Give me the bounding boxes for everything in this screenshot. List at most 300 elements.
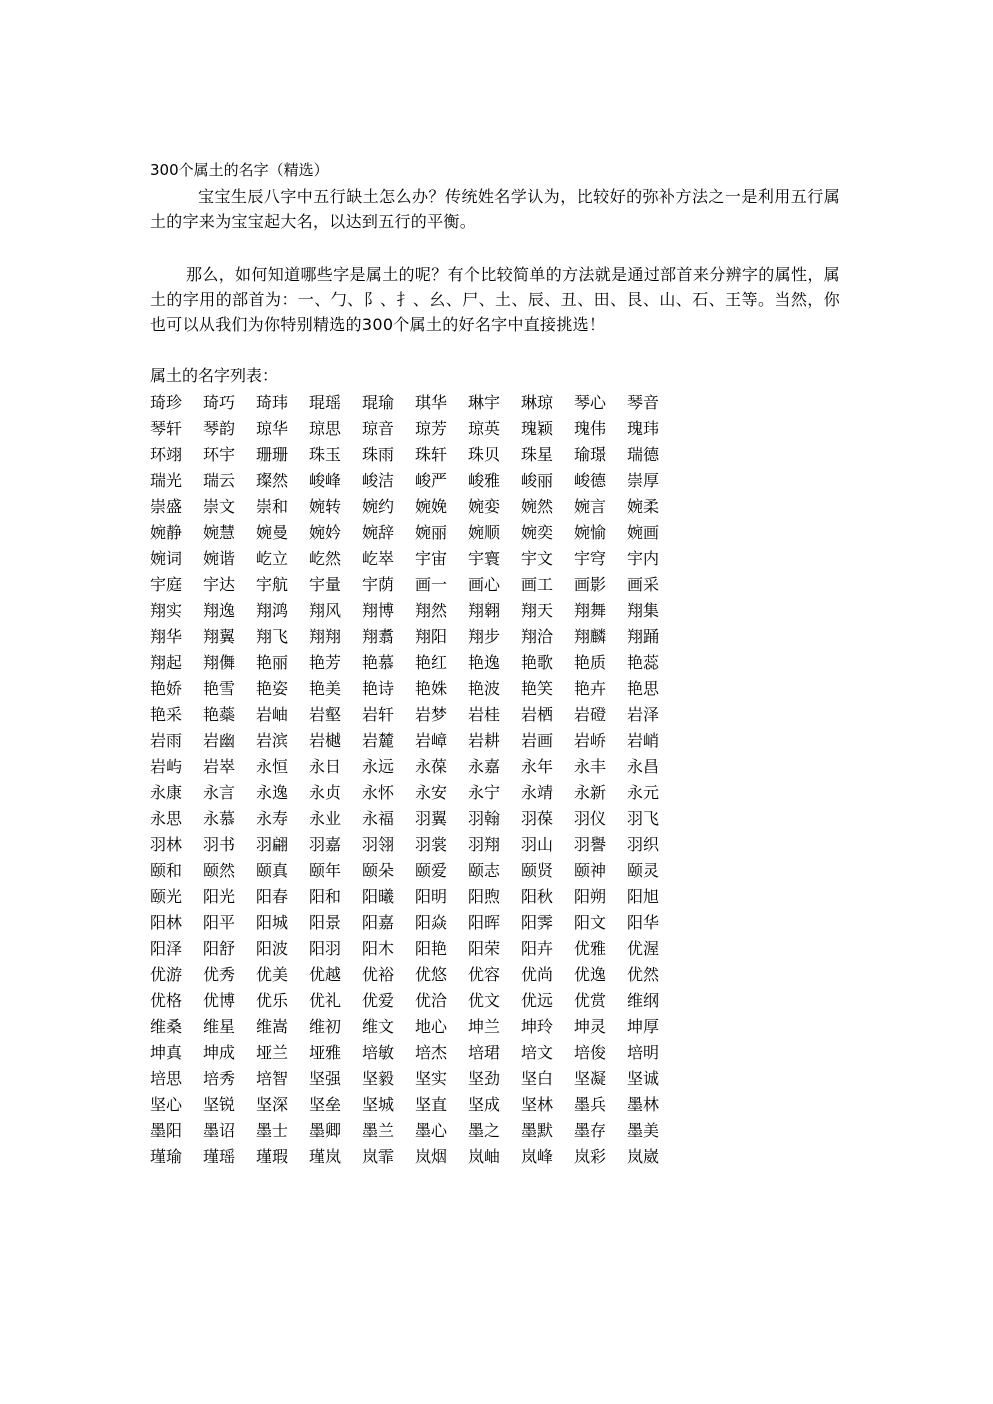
name-item: 婉曼 xyxy=(256,523,289,542)
name-item: 翔翥 xyxy=(362,627,395,646)
name-item: 阳平 xyxy=(203,913,236,932)
name-item: 宇内 xyxy=(627,549,660,568)
name-item: 坚白 xyxy=(521,1069,554,1088)
intro-paragraph: 宝宝生辰八字中五行缺土怎么办？传统姓名学认为，比较好的弥补方法之一是利用五行属土的字来为宝宝起大名，以达到五行的平衡。 xyxy=(150,187,840,231)
names-row xyxy=(150,962,690,988)
name-item: 峻丽 xyxy=(521,471,554,490)
name-item: 婉妗 xyxy=(309,523,342,542)
name-item: 琳宇 xyxy=(468,393,501,412)
name-item: 永思 xyxy=(150,809,183,828)
name-item: 优礼 xyxy=(309,991,342,1010)
name-item: 屹立 xyxy=(256,549,289,568)
name-item: 永逸 xyxy=(256,783,289,802)
name-item: 艳红 xyxy=(415,653,448,672)
name-item: 坤真 xyxy=(150,1043,183,1062)
name-item: 艳姿 xyxy=(256,679,289,698)
name-item: 维桑 xyxy=(150,1017,183,1036)
name-item: 垭兰 xyxy=(256,1043,289,1062)
name-item: 岩樾 xyxy=(309,731,342,750)
name-item: 阳秋 xyxy=(521,887,554,906)
name-item: 颐真 xyxy=(256,861,289,880)
name-item: 阳霁 xyxy=(521,913,554,932)
name-item: 画工 xyxy=(521,575,554,594)
name-item: 优悠 xyxy=(415,965,448,984)
name-item: 岚霏 xyxy=(362,1147,395,1166)
name-item: 宇文 xyxy=(521,549,554,568)
names-row xyxy=(150,832,690,858)
name-item: 阳荣 xyxy=(468,939,501,958)
name-item: 颐和 xyxy=(150,861,183,880)
name-item: 翔华 xyxy=(150,627,183,646)
name-item: 坚城 xyxy=(362,1095,395,1114)
name-item: 坚心 xyxy=(150,1095,183,1114)
name-item: 艳慕 xyxy=(362,653,395,672)
name-item: 培文 xyxy=(521,1043,554,1062)
name-item: 阳舒 xyxy=(203,939,236,958)
name-item: 羽仪 xyxy=(574,809,607,828)
name-item: 翔洽 xyxy=(521,627,554,646)
names-row xyxy=(150,1118,690,1144)
name-item: 永寿 xyxy=(256,809,289,828)
name-item: 琦玮 xyxy=(256,393,289,412)
name-item: 羽葆 xyxy=(521,809,554,828)
name-item: 屹然 xyxy=(309,549,342,568)
names-row xyxy=(150,1040,690,1066)
name-item: 永嘉 xyxy=(468,757,501,776)
name-item: 羽翰 xyxy=(468,809,501,828)
name-item: 岩轩 xyxy=(362,705,395,724)
name-item: 环宇 xyxy=(203,445,236,464)
name-item: 画一 xyxy=(415,575,448,594)
name-item: 琳琼 xyxy=(521,393,554,412)
name-item: 阳春 xyxy=(256,887,289,906)
name-item: 永年 xyxy=(521,757,554,776)
name-item: 婉然 xyxy=(521,497,554,516)
name-item: 琨瑜 xyxy=(362,393,395,412)
names-row xyxy=(150,650,690,676)
name-item: 崇盛 xyxy=(150,497,183,516)
name-item: 坤成 xyxy=(203,1043,236,1062)
names-row xyxy=(150,546,690,572)
name-item: 羽翔 xyxy=(468,835,501,854)
name-item: 岩磴 xyxy=(574,705,607,724)
name-item: 优越 xyxy=(309,965,342,984)
name-item: 婉娈 xyxy=(468,497,501,516)
name-item: 岩画 xyxy=(521,731,554,750)
name-item: 婉愉 xyxy=(574,523,607,542)
names-row xyxy=(150,1144,690,1170)
name-item: 翔逸 xyxy=(203,601,236,620)
name-item: 永康 xyxy=(150,783,183,802)
name-item: 维初 xyxy=(309,1017,342,1036)
name-item: 琼英 xyxy=(468,419,501,438)
name-item: 永慕 xyxy=(203,809,236,828)
names-row xyxy=(150,520,690,546)
name-item: 艳逸 xyxy=(468,653,501,672)
name-item: 优然 xyxy=(627,965,660,984)
name-item: 优博 xyxy=(203,991,236,1010)
name-item: 艳雪 xyxy=(203,679,236,698)
name-item: 艳卉 xyxy=(574,679,607,698)
name-item: 婉柔 xyxy=(627,497,660,516)
name-item: 培明 xyxy=(627,1043,660,1062)
name-item: 珠雨 xyxy=(362,445,395,464)
name-item: 琦巧 xyxy=(203,393,236,412)
name-item: 永业 xyxy=(309,809,342,828)
names-row xyxy=(150,676,690,702)
name-item: 画影 xyxy=(574,575,607,594)
name-item: 宇量 xyxy=(309,575,342,594)
name-item: 翔翱 xyxy=(468,601,501,620)
name-item: 翔然 xyxy=(415,601,448,620)
name-item: 羽翎 xyxy=(362,835,395,854)
name-item: 峻德 xyxy=(574,471,607,490)
name-item: 羽嘉 xyxy=(309,835,342,854)
name-item: 墨士 xyxy=(256,1121,289,1140)
name-item: 坚锐 xyxy=(203,1095,236,1114)
name-item: 永新 xyxy=(574,783,607,802)
names-row xyxy=(150,598,690,624)
name-item: 艳质 xyxy=(574,653,607,672)
name-item: 培珺 xyxy=(468,1043,501,1062)
name-item: 羽譽 xyxy=(574,835,607,854)
name-item: 培敏 xyxy=(362,1043,395,1062)
name-item: 琨瑶 xyxy=(309,393,342,412)
name-item: 岩桂 xyxy=(468,705,501,724)
name-item: 环翊 xyxy=(150,445,183,464)
name-item: 维文 xyxy=(362,1017,395,1036)
name-item: 翔风 xyxy=(309,601,342,620)
name-item: 岩壑 xyxy=(309,705,342,724)
name-item: 优逸 xyxy=(574,965,607,984)
name-item: 坚直 xyxy=(415,1095,448,1114)
name-item: 翔阳 xyxy=(415,627,448,646)
name-item: 墨阳 xyxy=(150,1121,183,1140)
name-item: 羽山 xyxy=(521,835,554,854)
name-item: 阳和 xyxy=(309,887,342,906)
name-item: 阳光 xyxy=(203,887,236,906)
name-item: 翔集 xyxy=(627,601,660,620)
name-item: 画采 xyxy=(627,575,660,594)
name-item: 翔踊 xyxy=(627,627,660,646)
names-list-title: 属土的名字列表： xyxy=(150,366,279,385)
names-row xyxy=(150,572,690,598)
name-item: 琼音 xyxy=(362,419,395,438)
name-item: 瑾岚 xyxy=(309,1147,342,1166)
name-item: 岩峭 xyxy=(627,731,660,750)
name-item: 优容 xyxy=(468,965,501,984)
name-item: 瑞德 xyxy=(627,445,660,464)
name-item: 婉词 xyxy=(150,549,183,568)
name-item: 琦珍 xyxy=(150,393,183,412)
name-item: 岚岫 xyxy=(468,1147,501,1166)
name-item: 阳景 xyxy=(309,913,342,932)
name-item: 坚毅 xyxy=(362,1069,395,1088)
names-row xyxy=(150,1014,690,1040)
name-item: 婉画 xyxy=(627,523,660,542)
name-item: 翔博 xyxy=(362,601,395,620)
name-item: 阳艳 xyxy=(415,939,448,958)
names-row xyxy=(150,884,690,910)
name-item: 羽翼 xyxy=(415,809,448,828)
name-item: 墨卿 xyxy=(309,1121,342,1140)
names-row xyxy=(150,754,690,780)
name-item: 阳文 xyxy=(574,913,607,932)
name-item: 墨林 xyxy=(627,1095,660,1114)
name-item: 婉慧 xyxy=(203,523,236,542)
name-item: 优裕 xyxy=(362,965,395,984)
name-item: 优秀 xyxy=(203,965,236,984)
name-item: 琼华 xyxy=(256,419,289,438)
name-item: 阳曦 xyxy=(362,887,395,906)
name-item: 峻峰 xyxy=(309,471,342,490)
names-row xyxy=(150,494,690,520)
name-item: 坚强 xyxy=(309,1069,342,1088)
name-item: 琴韵 xyxy=(203,419,236,438)
name-item: 阳朔 xyxy=(574,887,607,906)
name-item: 艳歌 xyxy=(521,653,554,672)
name-item: 婉言 xyxy=(574,497,607,516)
names-row xyxy=(150,442,690,468)
name-item: 翔天 xyxy=(521,601,554,620)
name-item: 岚崴 xyxy=(627,1147,660,1166)
names-row xyxy=(150,1092,690,1118)
name-item: 岚彩 xyxy=(574,1147,607,1166)
name-item: 优洽 xyxy=(415,991,448,1010)
name-item: 翔麟 xyxy=(574,627,607,646)
name-item: 优文 xyxy=(468,991,501,1010)
name-item: 艳采 xyxy=(150,705,183,724)
name-item: 婉谐 xyxy=(203,549,236,568)
name-item: 垭雅 xyxy=(309,1043,342,1062)
name-item: 婉娩 xyxy=(415,497,448,516)
name-item: 优远 xyxy=(521,991,554,1010)
name-item: 崇厚 xyxy=(627,471,660,490)
name-item: 墨诏 xyxy=(203,1121,236,1140)
name-item: 艳蕊 xyxy=(627,653,660,672)
name-item: 墨存 xyxy=(574,1121,607,1140)
name-item: 宇航 xyxy=(256,575,289,594)
name-item: 阳泽 xyxy=(150,939,183,958)
name-item: 颐爱 xyxy=(415,861,448,880)
name-item: 岩耕 xyxy=(468,731,501,750)
name-item: 艳蘂 xyxy=(203,705,236,724)
name-item: 阳城 xyxy=(256,913,289,932)
names-row xyxy=(150,780,690,806)
name-item: 维纲 xyxy=(627,991,660,1010)
name-item: 阳晖 xyxy=(468,913,501,932)
name-item: 优格 xyxy=(150,991,183,1010)
name-item: 羽裳 xyxy=(415,835,448,854)
name-item: 坚深 xyxy=(256,1095,289,1114)
name-item: 阳林 xyxy=(150,913,183,932)
name-item: 阳旭 xyxy=(627,887,660,906)
name-item: 阳煦 xyxy=(468,887,501,906)
name-item: 岩麓 xyxy=(362,731,395,750)
name-item: 峻洁 xyxy=(362,471,395,490)
name-item: 坤兰 xyxy=(468,1017,501,1036)
name-item: 艳丽 xyxy=(256,653,289,672)
name-item: 岩屿 xyxy=(150,757,183,776)
name-item: 墨美 xyxy=(627,1121,660,1140)
name-item: 翔舞 xyxy=(574,601,607,620)
names-row xyxy=(150,806,690,832)
name-item: 永靖 xyxy=(521,783,554,802)
name-item: 岩滨 xyxy=(256,731,289,750)
name-item: 坚劲 xyxy=(468,1069,501,1088)
name-item: 培秀 xyxy=(203,1069,236,1088)
name-item: 坤灵 xyxy=(574,1017,607,1036)
name-item: 颐朵 xyxy=(362,861,395,880)
name-item: 坚实 xyxy=(415,1069,448,1088)
names-row xyxy=(150,988,690,1014)
name-item: 婉丽 xyxy=(415,523,448,542)
name-item: 瑞光 xyxy=(150,471,183,490)
name-item: 颐光 xyxy=(150,887,183,906)
name-item: 翔鸿 xyxy=(256,601,289,620)
name-item: 颐神 xyxy=(574,861,607,880)
name-item: 羽翩 xyxy=(256,835,289,854)
name-item: 艳笑 xyxy=(521,679,554,698)
name-item: 岩峤 xyxy=(574,731,607,750)
name-item: 羽林 xyxy=(150,835,183,854)
name-item: 瑾瑕 xyxy=(256,1147,289,1166)
name-item: 崇和 xyxy=(256,497,289,516)
name-item: 瑞云 xyxy=(203,471,236,490)
name-item: 优尚 xyxy=(521,965,554,984)
names-row xyxy=(150,702,690,728)
name-item: 琼芳 xyxy=(415,419,448,438)
name-item: 坚凝 xyxy=(574,1069,607,1088)
name-item: 岩栖 xyxy=(521,705,554,724)
names-row xyxy=(150,936,690,962)
name-item: 宇穹 xyxy=(574,549,607,568)
name-item: 宇达 xyxy=(203,575,236,594)
name-item: 艳姝 xyxy=(415,679,448,698)
name-item: 岩泽 xyxy=(627,705,660,724)
name-item: 坤厚 xyxy=(627,1017,660,1036)
name-item: 婉转 xyxy=(309,497,342,516)
name-item: 培思 xyxy=(150,1069,183,1088)
name-item: 墨兵 xyxy=(574,1095,607,1114)
name-item: 珊珊 xyxy=(256,445,289,464)
name-item: 培杰 xyxy=(415,1043,448,1062)
document-title: 300个属土的名字（精选） xyxy=(150,161,329,179)
name-item: 永昌 xyxy=(627,757,660,776)
name-item: 翔翼 xyxy=(203,627,236,646)
name-item: 琼思 xyxy=(309,419,342,438)
name-item: 颐然 xyxy=(203,861,236,880)
name-item: 优赏 xyxy=(574,991,607,1010)
names-row xyxy=(150,858,690,884)
name-item: 婉奕 xyxy=(521,523,554,542)
name-item: 崇文 xyxy=(203,497,236,516)
radicals-paragraph: 那么，如何知道哪些字是属土的呢？有个比较简单的方法就是通过部首来分辨字的属性，属土的字用的部首为：一、勹、阝、扌、幺、尸、土、辰、丑、田、艮、山、石、王等。当然，你也可以从我们为你特别精选的300个属土的好名字中直接挑选！ xyxy=(150,265,840,334)
name-item: 优乐 xyxy=(256,991,289,1010)
name-item: 阳波 xyxy=(256,939,289,958)
name-item: 维星 xyxy=(203,1017,236,1036)
name-item: 琴音 xyxy=(627,393,660,412)
name-item: 羽织 xyxy=(627,835,660,854)
name-item: 坚成 xyxy=(468,1095,501,1114)
name-item: 颐贤 xyxy=(521,861,554,880)
name-item: 艳思 xyxy=(627,679,660,698)
name-item: 艳芳 xyxy=(309,653,342,672)
name-item: 翔飞 xyxy=(256,627,289,646)
name-item: 婉静 xyxy=(150,523,183,542)
name-item: 颐灵 xyxy=(627,861,660,880)
name-item: 瑾瑜 xyxy=(150,1147,183,1166)
name-item: 墨兰 xyxy=(362,1121,395,1140)
name-item: 翔步 xyxy=(468,627,501,646)
name-item: 瑾瑶 xyxy=(203,1147,236,1166)
name-item: 坤玲 xyxy=(521,1017,554,1036)
name-item: 优游 xyxy=(150,965,183,984)
name-item: 琪华 xyxy=(415,393,448,412)
name-item: 宇寰 xyxy=(468,549,501,568)
names-row xyxy=(150,390,690,416)
name-item: 艳美 xyxy=(309,679,342,698)
name-item: 培智 xyxy=(256,1069,289,1088)
name-item: 宇宙 xyxy=(415,549,448,568)
name-item: 永怀 xyxy=(362,783,395,802)
name-item: 永宁 xyxy=(468,783,501,802)
name-item: 峻严 xyxy=(415,471,448,490)
name-item: 翔儛 xyxy=(203,653,236,672)
names-row xyxy=(150,624,690,650)
name-item: 岩幽 xyxy=(203,731,236,750)
name-item: 岚峰 xyxy=(521,1147,554,1166)
name-item: 优美 xyxy=(256,965,289,984)
name-item: 永远 xyxy=(362,757,395,776)
name-item: 墨心 xyxy=(415,1121,448,1140)
name-item: 瑰伟 xyxy=(574,419,607,438)
names-row xyxy=(150,468,690,494)
name-item: 地心 xyxy=(415,1017,448,1036)
name-item: 永安 xyxy=(415,783,448,802)
name-item: 峻雅 xyxy=(468,471,501,490)
name-item: 岩雨 xyxy=(150,731,183,750)
name-item: 珠轩 xyxy=(415,445,448,464)
name-item: 坚诚 xyxy=(627,1069,660,1088)
name-item: 珠贝 xyxy=(468,445,501,464)
name-item: 岩嶂 xyxy=(415,731,448,750)
name-item: 墨之 xyxy=(468,1121,501,1140)
name-item: 培俊 xyxy=(574,1043,607,1062)
name-item: 阳卉 xyxy=(521,939,554,958)
name-item: 阳羽 xyxy=(309,939,342,958)
name-item: 永丰 xyxy=(574,757,607,776)
name-item: 颐志 xyxy=(468,861,501,880)
name-item: 艳诗 xyxy=(362,679,395,698)
name-item: 阳木 xyxy=(362,939,395,958)
name-item: 岩梦 xyxy=(415,705,448,724)
name-item: 宇庭 xyxy=(150,575,183,594)
names-row xyxy=(150,910,690,936)
name-item: 珠玉 xyxy=(309,445,342,464)
names-row xyxy=(150,728,690,754)
name-item: 维嵩 xyxy=(256,1017,289,1036)
name-item: 琴轩 xyxy=(150,419,183,438)
name-item: 琴心 xyxy=(574,393,607,412)
name-item: 墨默 xyxy=(521,1121,554,1140)
name-item: 翔翔 xyxy=(309,627,342,646)
name-item: 坚垒 xyxy=(309,1095,342,1114)
name-item: 岩岫 xyxy=(256,705,289,724)
name-item: 璨然 xyxy=(256,471,289,490)
name-item: 永元 xyxy=(627,783,660,802)
name-item: 婉约 xyxy=(362,497,395,516)
